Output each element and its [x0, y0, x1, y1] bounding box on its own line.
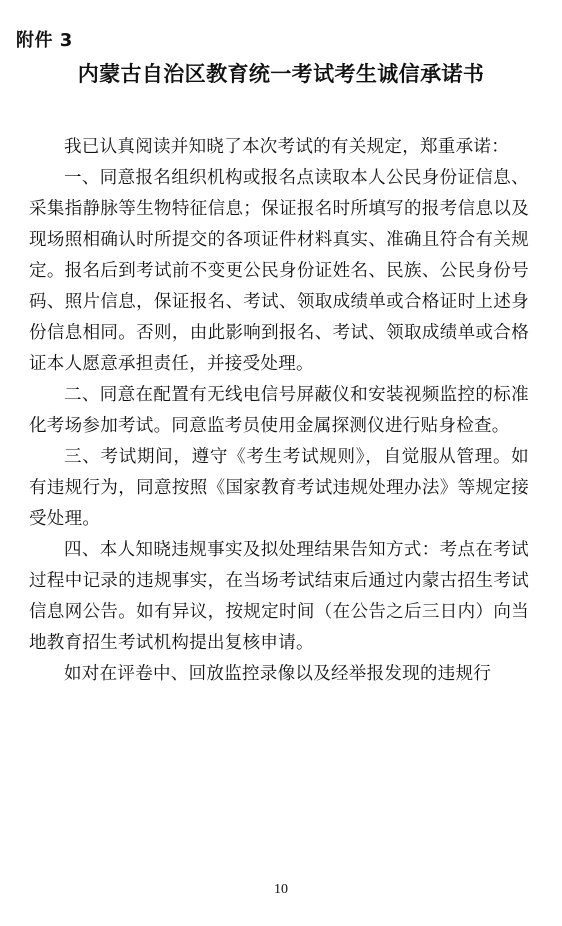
paragraph-item-3: 三、考试期间，遵守《考生考试规则》，自觉服从管理。如有违规行为，同意按照《国家教育考试违规处理办法》等规定接受处理。	[29, 447, 529, 529]
page-number: 10	[274, 882, 288, 897]
paragraph-intro: 我已认真阅读并知晓了本次考试的有关规定，郑重承诺：	[64, 137, 509, 157]
attachment-label: 附件 3	[16, 30, 73, 51]
paragraph-item-2: 二、同意在配置有无线电信号屏蔽仪和安装视频监控的标准化考场参加考试。同意监考员使用金属探测仪进行贴身检查。	[29, 385, 529, 436]
paragraph-item-1: 一、同意报名组织机构或报名点读取本人公民身份证信息、采集指静脉等生物特征信息；保证报名时所填写的报考信息以及现场照相确认时所提交的各项证件材料真实、准确且符合有关规定。报名后到考试前不变更公民身份证姓名、民族、公民身份号码、照片信息，保证报名、考试、领取成绩单或合格证时上述身份信息相同。否则，由此影响到报名、考试、领取成绩单或合格证本人愿意承担责任，并接受处理。	[29, 168, 529, 374]
paragraph-continuation: 如对在评卷中、回放监控录像以及经举报发现的违规行	[64, 664, 492, 684]
document-title: 内蒙古自治区教育统一考试考生诚信承诺书	[77, 62, 485, 86]
document-body	[29, 132, 529, 690]
paragraph-item-4: 四、本人知晓违规事实及拟处理结果告知方式：考点在考试过程中记录的违规事实，在当场考试结束后通过内蒙古招生考试信息网公告。如有异议，按规定时间（在公告之后三日内）向当地教育招生考试机构提出复核申请。	[29, 540, 529, 653]
